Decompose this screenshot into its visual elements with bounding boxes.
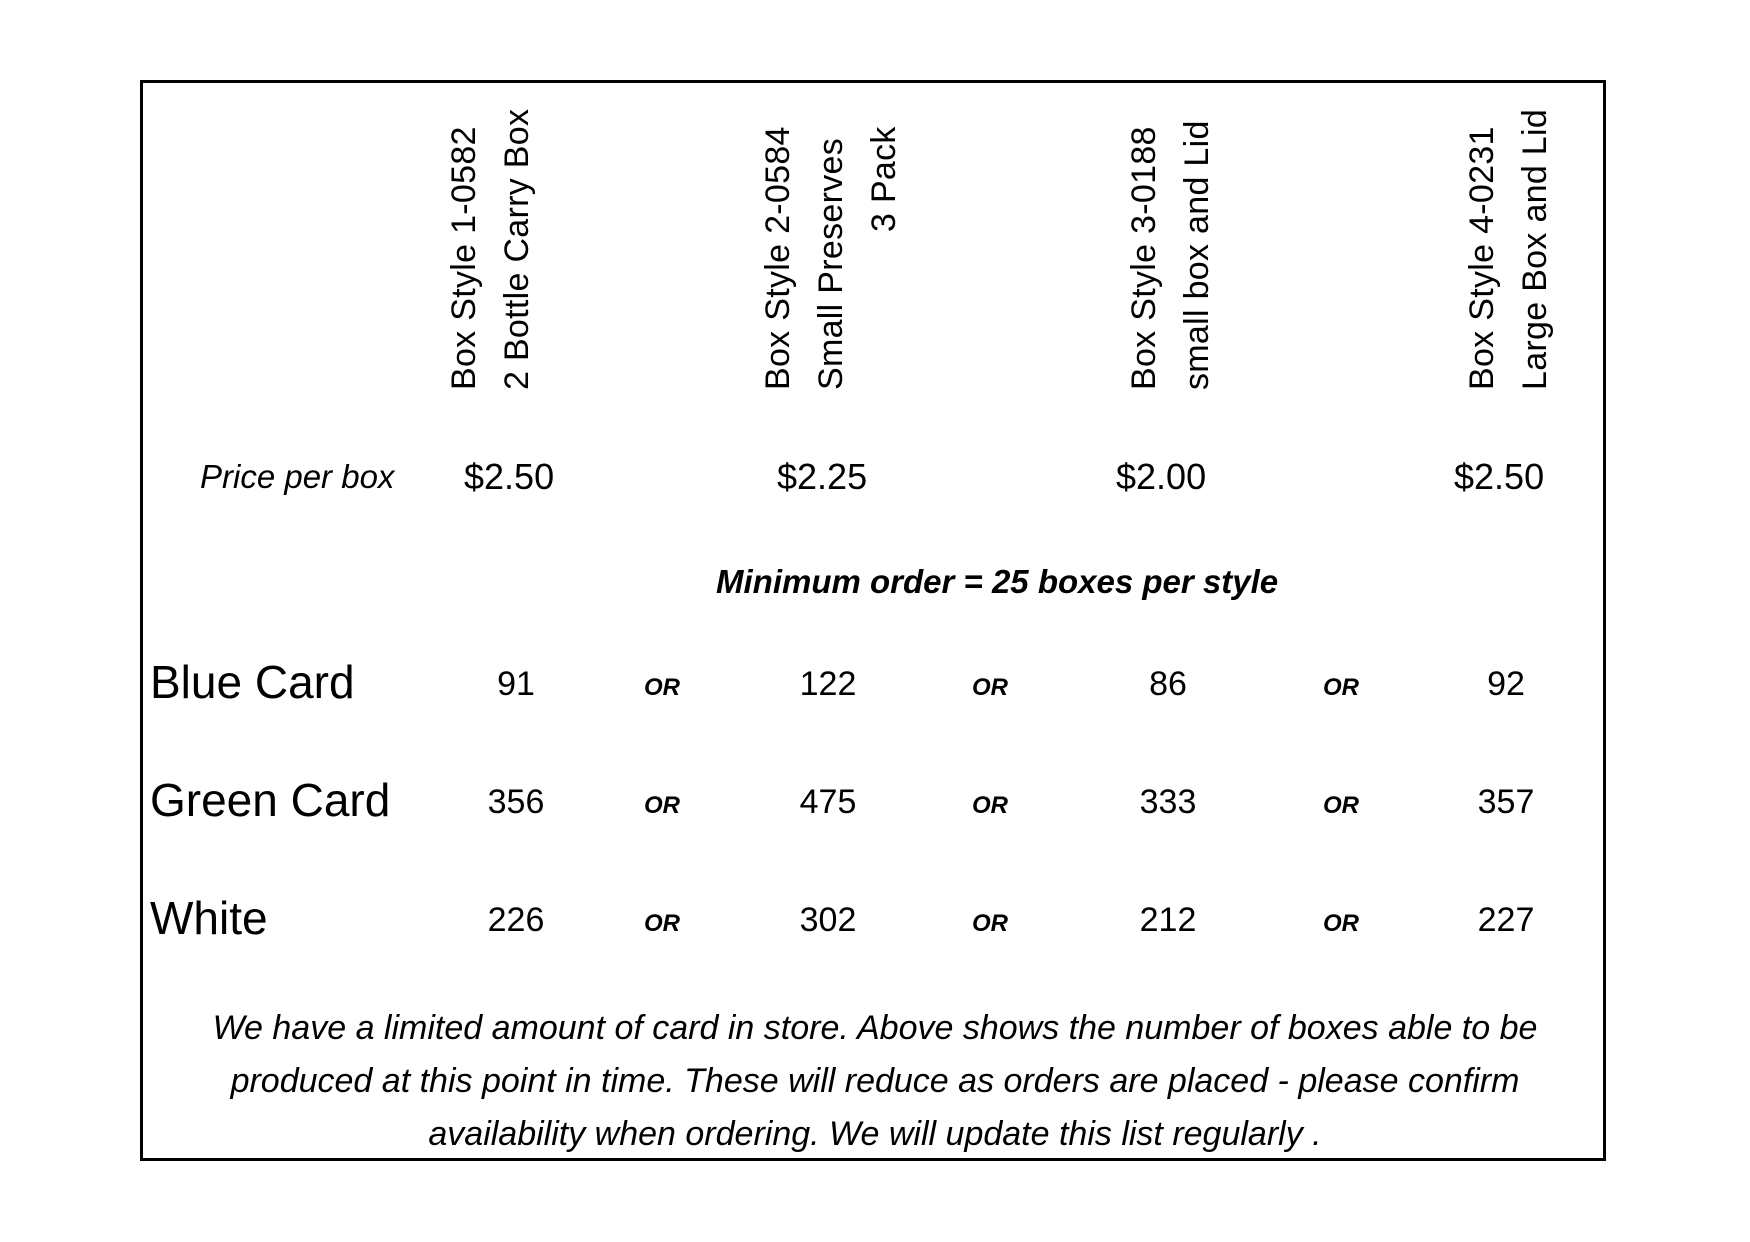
or-separator: OR bbox=[644, 910, 680, 937]
green-style-4-count: 357 bbox=[1477, 783, 1535, 821]
or-separator: OR bbox=[644, 792, 680, 819]
availability-note-line: We have a limited amount of card in store. Above shows the number of boxes able to be bbox=[212, 1009, 1538, 1047]
box-style-description: Small Preserves bbox=[812, 137, 850, 390]
minimum-order-note: Minimum order = 25 boxes per style bbox=[716, 563, 1279, 600]
white-style-4-count: 227 bbox=[1477, 901, 1535, 939]
or-separator: OR bbox=[1323, 910, 1359, 937]
box-style-code: Box Style 4-0231 bbox=[1463, 126, 1501, 390]
white-style-2-count: 302 bbox=[799, 901, 857, 939]
box-style-pack: 3 Pack bbox=[865, 126, 903, 233]
blue-style-1-count: 91 bbox=[497, 665, 535, 703]
green-style-3-count: 333 bbox=[1139, 783, 1197, 821]
white-style-3-count: 212 bbox=[1139, 901, 1197, 939]
or-separator: OR bbox=[972, 674, 1008, 701]
or-separator: OR bbox=[1323, 792, 1359, 819]
box-style-description: 2 Bottle Carry Box bbox=[498, 108, 536, 390]
price-style-2: $2.25 bbox=[777, 456, 868, 497]
or-separator: OR bbox=[972, 792, 1008, 819]
box-style-code: Box Style 2-0584 bbox=[759, 126, 797, 390]
row-label-green-card: Green Card bbox=[150, 774, 391, 826]
green-style-2-count: 475 bbox=[799, 783, 857, 821]
or-separator: OR bbox=[1323, 674, 1359, 701]
availability-note bbox=[150, 1002, 1600, 1161]
blue-style-3-count: 86 bbox=[1149, 665, 1187, 703]
blue-style-4-count: 92 bbox=[1487, 665, 1525, 703]
price-style-3: $2.00 bbox=[1116, 456, 1207, 497]
box-style-code: Box Style 1-0582 bbox=[445, 126, 483, 390]
white-style-1-count: 226 bbox=[487, 901, 545, 939]
row-label-blue-card: Blue Card bbox=[150, 656, 355, 708]
or-separator: OR bbox=[972, 910, 1008, 937]
price-style-1: $2.50 bbox=[464, 456, 555, 497]
box-style-description: Large Box and Lid bbox=[1516, 108, 1554, 390]
green-style-1-count: 356 bbox=[487, 783, 545, 821]
or-separator: OR bbox=[644, 674, 680, 701]
box-style-code: Box Style 3-0188 bbox=[1125, 126, 1163, 390]
price-style-4: $2.50 bbox=[1454, 456, 1545, 497]
availability-note-line: produced at this point in time. These will reduce as orders are placed - please confirm bbox=[230, 1062, 1520, 1100]
blue-style-2-count: 122 bbox=[799, 665, 857, 703]
price-per-box-label: Price per box bbox=[200, 458, 395, 495]
box-style-description: small box and Lid bbox=[1178, 120, 1216, 390]
availability-note-line: availability when ordering. We will update this list regularly . bbox=[428, 1115, 1322, 1153]
row-label-white: White bbox=[150, 892, 268, 944]
